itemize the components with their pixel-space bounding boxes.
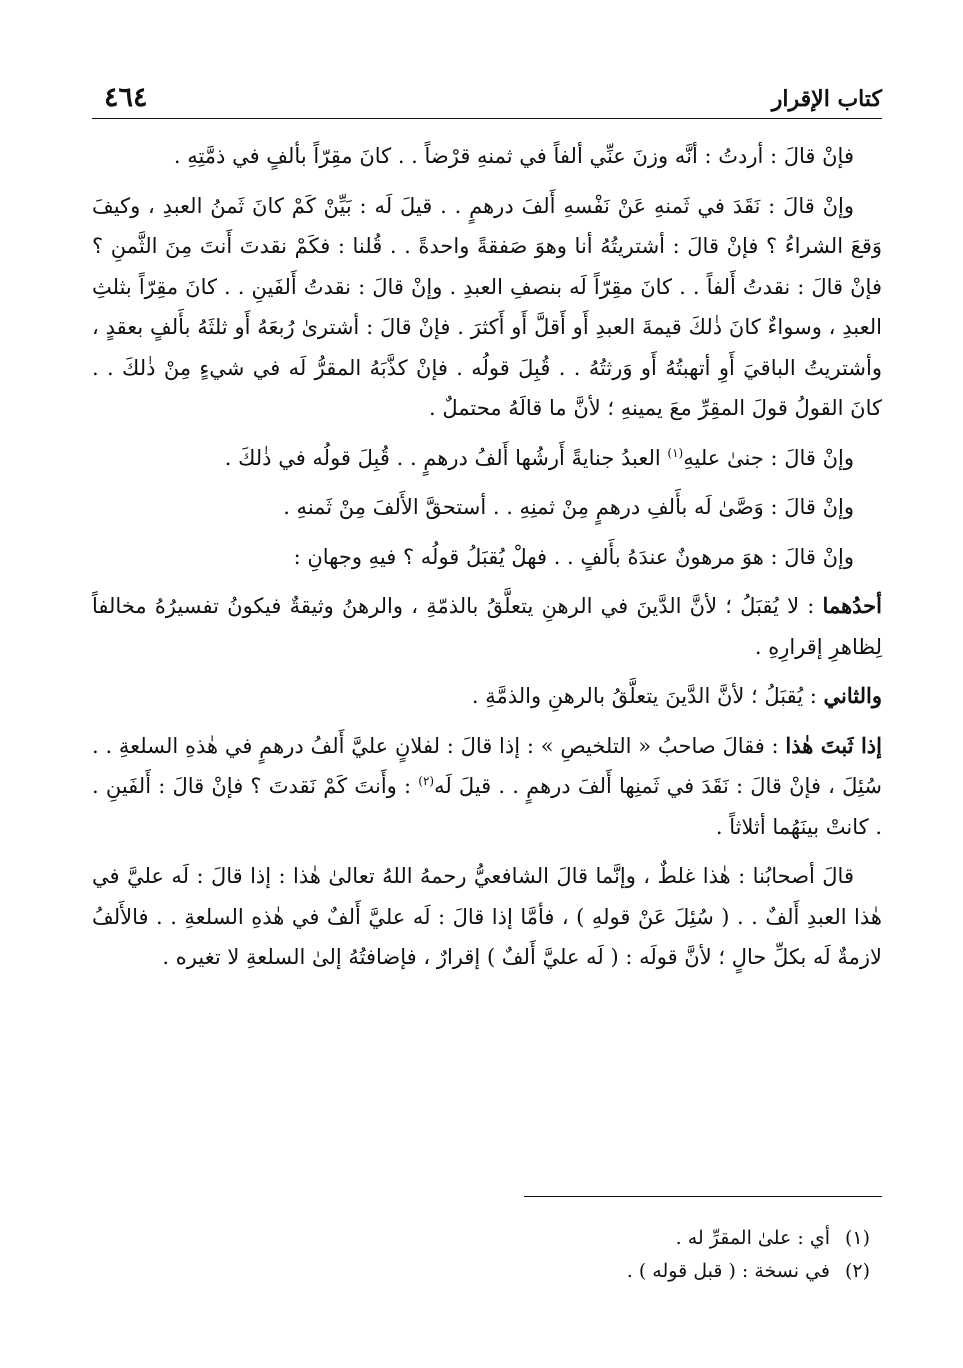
paragraph: فإنْ قالَ : أردتُ : أنَّه وزنَ عنِّي ألفاً في ثمنهِ قرْضاً . . كانَ مقِرّاً بألفٍ في ذمَّتِهِ . [173, 144, 854, 168]
footnote-marker: (١) [667, 445, 684, 460]
footnote-item [92, 1255, 870, 1288]
footnote-text: أي : علىٰ المقرِّ له . [675, 1227, 830, 1249]
paragraph: والثاني : يُقبَلُ ؛ لأنَّ الدَّينَ يتعلَّقُ بالرهنِ والذمَّةِ . [471, 683, 882, 708]
book-page [92, 84, 882, 1354]
footnotes [92, 1222, 870, 1288]
paragraph: وإنْ قالَ : جنىٰ عليهِ$^{(١)}$ العبدُ جنايةً أَرشُها أَلفُ درهمٍ . . قُبِلَ قولُه في ذٰلكَ . [224, 445, 854, 470]
bold-lead: أحدُهما [822, 593, 882, 618]
running-title: كتاب الإقرار [771, 86, 882, 112]
footnote-number: (٢) [844, 1260, 870, 1282]
bold-lead: إذا ثَبتَ هٰذا [785, 732, 882, 758]
footnote-item [92, 1222, 870, 1255]
footnote-number: (١) [844, 1227, 870, 1249]
page-number: ٤٦٤ [104, 82, 148, 113]
paragraph: وإنْ قالَ : نَقَدَ في ثَمنهِ عَنْ نَفْسهِ أَلفَ درهمٍ . . قيلَ لَه : بَيِّنْ كَمْ كانَ ثَمنُ العبدِ ، وكيفَ وَقعَ الشراءُ ؟ فإنْ قالَ : أشتريتُهُ أنا وهوَ صَفقةً واحدةً . . قُلنا : فكَمْ نقدتَ أَنتَ مِنَ الثَّمنِ ؟ فإنْ قالَ : نقدتُ أَلفاً . . كانَ مقِرّاً لَه بنصفِ العبدِ . وإنْ قالَ : نقدتُ أَلفَينِ . . كانَ مقِرّاً بثلثِ العبدِ ، وسواءٌ كانَ ذٰلكَ قيمةَ العبدِ أَو أَقلَّ أَو أَكثرَ . فإنْ قالَ : أشترىٰ رُبعَهُ أَو ثلثَهُ بأَلفٍ بعقدٍ ، وأشتريتُ الباقيَ أَوِ أتهبتُهُ أَو وَرثتُهُ . . قُبِلَ قولُه . فإنْ كذَّبَهُ المقرُّ لَه في شيءٍ مِنْ ذٰلكَ . . كانَ القولُ قولَ المقِرِّ معَ يمينهِ ؛ لأنَّ ما قالَهُ محتملٌ . [92, 193, 882, 420]
page-header [92, 84, 882, 119]
footnote-marker: (٢) [418, 774, 435, 788]
footnote-text: في نسخة : ( قبل قوله ) . [626, 1260, 830, 1282]
main-text [92, 136, 882, 987]
paragraph: وإنْ قالَ : وَصَّىٰ لَه بأَلفِ درهمٍ مِنْ ثمنِهِ . . أستحقَّ الأَلفَ مِنْ ثَمنهِ . [283, 495, 854, 519]
paragraph: إذا ثَبتَ هٰذا : فقالَ صاحبُ « التلخيصِ » : إذا قالَ : لفلانٍ عليَّ أَلفُ درهمٍ في هٰذهِ السلعةِ . . سُئِلَ ، فإنْ قالَ : نَقَدَ في ثَمنِها أَلفَ درهمٍ . . قيلَ لَه$^{(٢)}$ : وأَنتَ كَمْ نَقدتَ ؟ فإنْ قالَ : أَلفَينِ . . كانتْ بينَهُما أثلاثاً . [92, 732, 882, 839]
paragraph: أحدُهما : لا يُقبَلُ ؛ لأنَّ الدَّينَ في الرهنِ يتعلَّقُ بالذمّةِ ، والرهنُ وثيقةٌ فيكونُ تفسيرُهُ مخالفاً لِظاهرِ إقرارِهِ . [92, 593, 882, 659]
footnote-separator [524, 1196, 882, 1197]
paragraph: قالَ أصحابُنا : هٰذا غلطٌ ، وإنَّما قالَ الشافعيُّ رحمهُ اللهُ تعالىٰ هٰذا : إذا قالَ : لَه عليَّ في هٰذا العبدِ أَلفٌ . . ( سُئِلَ عَنْ قولهِ ) ، فأمَّا إذا قالَ : لَه عليَّ أَلفٌ في هٰذهِ السلعةِ . . فالأَلفُ لازمةٌ لَه بكلِّ حالٍ ؛ لأنَّ قولَه : ( لَه عليَّ أَلفٌ ) إقرارٌ ، فإضافتُهُ إلىٰ السلعةِ لا تغيره . [92, 864, 882, 969]
paragraph: وإنْ قالَ : هوَ مرهونٌ عندَهُ بأَلفٍ . . فهلْ يُقبَلُ قولُه ؟ فيهِ وجهانِ : [293, 544, 854, 569]
bold-lead: والثاني [823, 683, 882, 708]
